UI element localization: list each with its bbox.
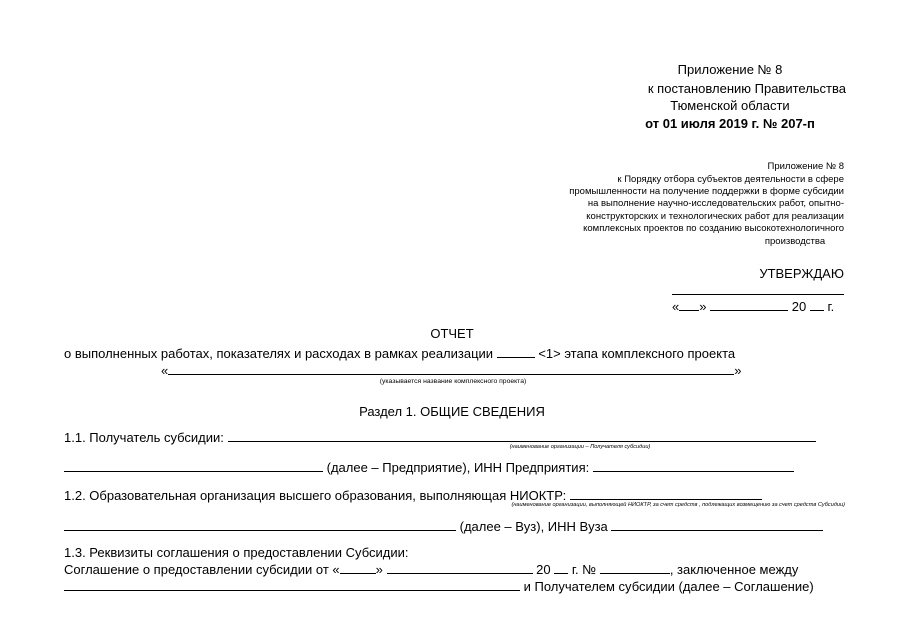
- section1-heading: Раздел 1. ОБЩИЕ СВЕДЕНИЯ: [359, 404, 545, 419]
- appendix-line-1: Приложение № 8: [767, 161, 844, 172]
- project-name-hint: (указывается название комплексного проекта): [379, 378, 527, 385]
- header-appendix-number: Приложение № 8: [677, 62, 783, 77]
- item-1-1: 1.1. Получатель субсидии:: [64, 429, 816, 445]
- item-1-1-hint: (наименование организации – Получателя субсидии): [509, 444, 651, 450]
- appendix-line-6: комплексных проектов по созданию высокотехнологичного: [583, 223, 844, 234]
- approve-signature-line: [672, 294, 844, 295]
- item-1-3-label: 1.3. Реквизиты соглашения о предоставлении Субсидии:: [64, 545, 409, 560]
- header-decree-ref: к постановлению Правительства: [647, 81, 846, 96]
- header-region: Тюменской области: [670, 98, 790, 113]
- project-name-field: « »: [161, 363, 742, 378]
- item-1-2-line2: (далее – Вуз), ИНН Вуза: [64, 518, 823, 534]
- approve-date: « » 20 г.: [672, 299, 835, 314]
- item-1-2-hint: (наименование организации, выполняющей НИОКТР, за счет средств , подлежащих возмещению за счет средств Субсидии): [511, 502, 845, 508]
- header-decree-date: от 01 июля 2019 г. № 207-п: [645, 116, 815, 131]
- item-1-1-line2: (далее – Предприятие), ИНН Предприятия:: [64, 459, 794, 475]
- appendix-line-3: промышленности на получение поддержки в форме субсидии: [569, 186, 844, 197]
- appendix-line-4: на выполнение научно-исследовательских работ, опытно-: [587, 198, 844, 209]
- item-1-2: 1.2. Образовательная организация высшего образования, выполняющая НИОКТР:: [64, 487, 762, 503]
- appendix-line-2: к Порядку отбора субъектов деятельности в сфере: [617, 174, 844, 185]
- approve-label: УТВЕРЖДАЮ: [759, 266, 844, 281]
- item-1-3-line2: и Получателем субсидии (далее – Соглашение): [64, 578, 814, 594]
- appendix-line-7: производства: [764, 236, 826, 247]
- report-title: ОТЧЕТ: [430, 326, 474, 341]
- appendix-line-5: конструкторских и технологических работ для реализации: [586, 211, 844, 222]
- report-subtitle: о выполненных работах, показателях и расходах в рамках реализации <1> этапа комплексного проекта: [64, 346, 736, 361]
- item-1-3-line1: Соглашение о предоставлении субсидии от « » 20 г. № , заключенное между: [64, 562, 799, 577]
